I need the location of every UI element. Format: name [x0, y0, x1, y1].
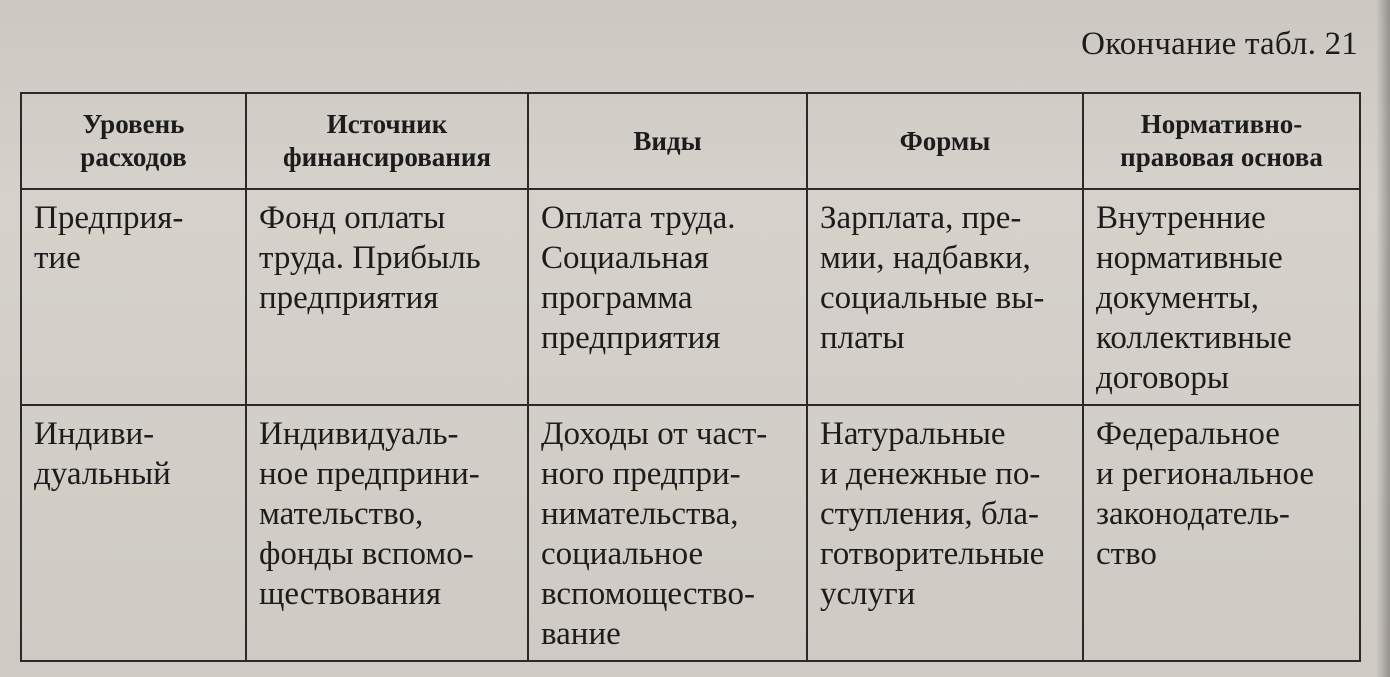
page-edge-shadow: [1376, 0, 1390, 677]
table-cell: Доходы от част- ного предпри- нимательства, социальное вспомоществo- вание: [528, 405, 807, 661]
table-cell: Натуральные и денежные по- ступления, бла- готворительные услуги: [807, 405, 1083, 661]
header-row: [21, 93, 1360, 189]
table-cell: Индиви- дуальный: [21, 405, 246, 661]
table-cell: Зарплата, пре- мии, надбавки, социальные вы- платы: [807, 189, 1083, 405]
table-cell: Внутренние нормативные документы, коллективные договоры: [1083, 189, 1360, 405]
table-row: [21, 189, 1360, 405]
header-source: Источник финансирования: [246, 93, 528, 189]
table-cell: Предприя- тие: [21, 189, 246, 405]
table-cell: Оплата труда. Социальная программа предприятия: [528, 189, 807, 405]
table-cell: Индивидуаль- ное предприни- мательство, фонды вспомо- ществования: [246, 405, 528, 661]
table-cell: Федеральное и региональное законодатель- ство: [1083, 405, 1360, 661]
header-types: Виды: [528, 93, 807, 189]
table-caption: Окончание табл. 21: [1081, 26, 1358, 62]
header-forms: Формы: [807, 93, 1083, 189]
table-cell: Фонд оплаты труда. Прибыль предприятия: [246, 189, 528, 405]
header-legal-basis: Нормативно- правовая основа: [1083, 93, 1360, 189]
header-level: Уровень расходов: [21, 93, 246, 189]
table-row: [21, 405, 1360, 661]
data-table: [20, 92, 1361, 662]
